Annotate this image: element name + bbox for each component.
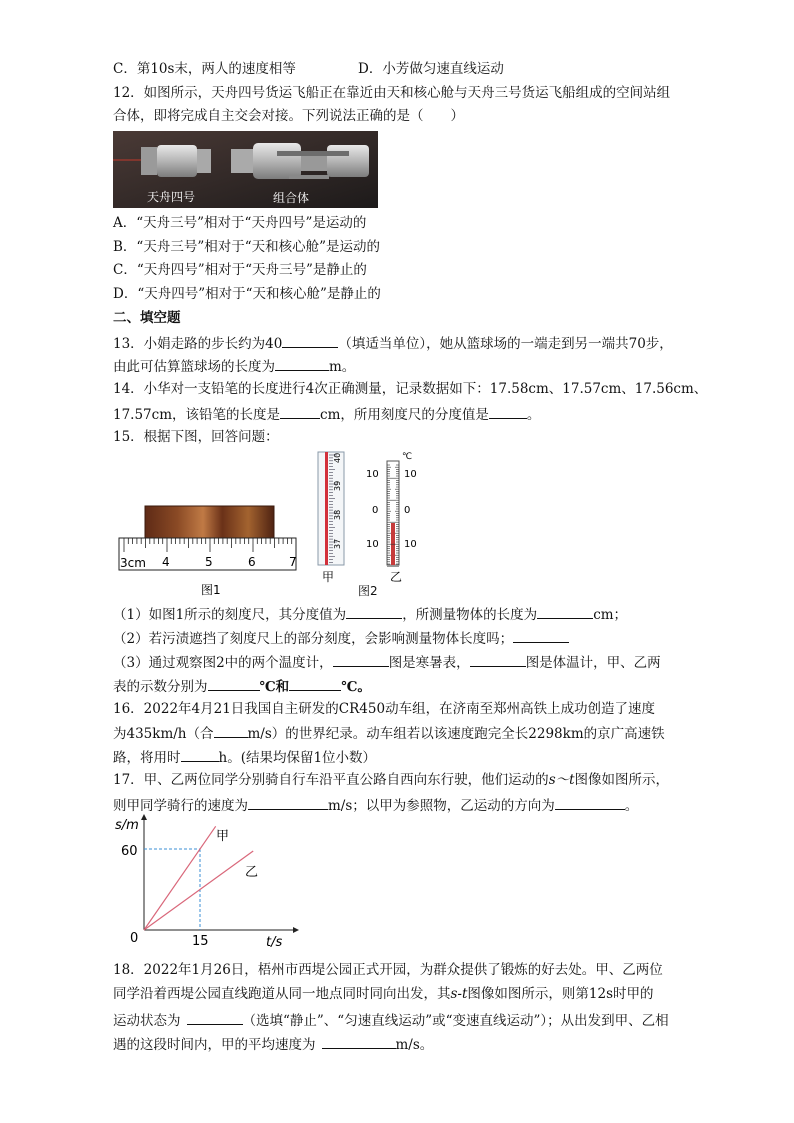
yi-left-10-top: 10 [366,469,379,480]
q15-blank-reading-yi[interactable] [289,676,341,691]
q18-text-g: m/s。 [395,1037,434,1053]
q15-p4-text-a: 表的示数分别为 [113,679,208,695]
space-station-photo [113,131,378,208]
chart-y-axis-label: s/m [115,818,139,833]
q15-p4-text-c: ℃。 [341,679,371,695]
yi-right-10-top: 10 [404,469,417,480]
q16-line1: 16．2022年4月21日我国自主研发的CR450动车组，在济南至郑州高铁上成功创造了速度 [113,701,656,717]
ruler-label-4: 4 [162,555,170,569]
q18-text-a: 同学沿着西堤公园直线跑道从同一地点同时同向出发，其 [113,986,451,1002]
q12-stem-line2: 合体，即将完成自主交会对接。下列说法正确的是（ ） [113,108,464,124]
q11-option-c: C．第10s末，两人的速度相等 [113,61,296,77]
y-axis-arrow [141,814,147,820]
yi-left-10-bottom: 10 [366,539,379,550]
photo-label-combined: 组合体 [273,191,310,205]
q14-blank-length[interactable] [280,404,320,419]
q15-stem: 15．根据下图，回答问题： [113,429,279,445]
q15-blank-division[interactable] [346,604,402,619]
q12-stem-line1: 12．如图所示，天舟四号货运飞船正在靠近由天和核心舱与天舟三号货运飞船组成的空间站组 [113,85,671,101]
jia-label: 甲 [322,570,335,584]
section-heading: 二、填空题 [113,310,181,326]
yi-unit: ℃ [402,452,413,462]
photo-label-tianzhou4: 天舟四号 [147,190,196,204]
q18-text-d: 运动状态为 [113,1013,181,1029]
q16-text-c: 路，将用时 [113,750,181,766]
q15-p3-text-b: 图是寒暑表， [388,655,470,671]
q15-part4 [113,676,371,696]
figure1-caption: 图1 [201,583,221,597]
q15-part2 [113,628,569,648]
q16-line3 [113,747,376,767]
q17-st-chart [113,812,303,950]
chart-y-tick-60: 60 [121,844,138,859]
q15-blank-cold-hot-meter[interactable] [333,652,389,667]
q17-text-a: 17．甲、乙两位同学分别骑自行车沿平直公路自西向东行驶，他们运动的 [113,772,549,788]
q13-blank-length[interactable] [275,356,329,371]
q14-blank-division[interactable] [489,404,527,419]
q17-text-st: s～t [548,772,575,788]
series-line-jia [144,826,216,930]
q15-p3-text-c: 图是体温计，甲、乙两 [525,655,661,671]
figure2-caption: 图2 [358,584,378,598]
q17-text-f: 。 [624,798,639,814]
ruler-label-3cm: 3cm [120,556,146,570]
figure1-ruler [113,502,303,597]
q15-p1-text-c: cm； [593,607,628,623]
thermometer-yi [356,451,426,586]
jia-scale-39: 39 [333,480,342,491]
q18-text-f: 遇的这段时间内，甲的平均速度为 [113,1037,316,1053]
q15-part1 [113,604,627,624]
ruler-label-6: 6 [248,555,256,569]
q17-blank-direction[interactable] [555,795,625,810]
q14-line2 [113,404,540,424]
q18-line3 [113,1010,669,1030]
yi-left-0: 0 [372,505,379,516]
chart-x-tick-15: 15 [192,934,209,949]
yi-right-10-bottom: 10 [404,539,417,550]
q15-blank-reading-jia[interactable] [208,676,260,691]
q13-blank-unit[interactable] [282,333,338,348]
q12-option-c: C．“天舟四号”相对于“天舟三号”是静止的 [113,262,367,278]
q18-line2 [113,985,654,1003]
q18-line1: 18．2022年1月26日，梧州市西堤公园正式开园，为群众提供了锻炼的好去处。甲、乙两位 [113,962,663,978]
q15-p3-text-a: （3）通过观察图2中的两个温度计， [113,655,333,671]
x-axis-arrow [293,927,299,933]
jia-scale-38: 38 [333,509,342,520]
q14-line1: 14．小华对一支铅笔的长度进行4次正确测量，记录数据如下：17.58cm、17.57cm、17.56cm、 [113,381,708,397]
q16-text-d: h。(结果均保留1位小数） [218,750,377,766]
q17-blank-speed[interactable] [248,795,328,810]
series-label-yi: 乙 [245,865,259,880]
q13-text-b1: 由此可估算篮球场的长度为 [113,359,275,375]
q18-text-e: （选填“静止”、“匀速直线运动”或“变速直线运动”）；从出发到甲、乙相 [242,1013,669,1029]
q16-blank-speed[interactable] [214,723,248,738]
q15-p2-text: （2）若污渍遮挡了刻度尺上的部分刻度，会影响测量物体长度吗； [113,631,514,647]
q15-p1-text-b: ，所测量物体的长度为 [402,607,538,623]
jia-scale-37: 37 [333,538,342,549]
series-line-yi [144,851,253,930]
q14-text-a: 17.57cm，该铅笔的长度是 [113,407,281,423]
q17-text-d: 则甲同学骑行的速度为 [113,798,248,814]
q18-text-st: s-t [450,986,468,1002]
jia-scale-40: 40 [333,452,342,463]
q18-text-c: 图像如图所示，则第12s时甲的 [467,986,654,1002]
q15-blank-length[interactable] [537,604,593,619]
q18-blank-avg-speed[interactable] [322,1034,396,1049]
ruler-label-7: 7 [289,555,297,569]
yi-label: 乙 [390,570,403,584]
q13-text-a1: 13．小娟走路的步长约为40 [113,336,283,352]
q15-p1-text-a: （1）如图1所示的刻度尺，其分度值为 [113,607,347,623]
chart-origin-label: 0 [130,931,139,946]
q17-text-e: m/s；以甲为参照物，乙运动的方向为 [328,798,555,814]
thermometer-jia [314,451,354,586]
q12-option-a: A．“天舟三号”相对于“天舟四号”是运动的 [113,215,367,231]
q15-blank-clinical[interactable] [470,652,526,667]
q16-text-b: m/s）的世界纪录。动车组若以该速度跑完全长2298km的京广高速铁 [247,726,665,742]
q13-text-b2: m。 [329,359,356,375]
chart-x-axis-label: t/s [266,935,283,950]
q18-blank-state[interactable] [187,1010,243,1025]
q15-part3 [113,652,661,672]
q11-option-d: D．小芳做匀速直线运动 [358,61,504,77]
yi-right-0: 0 [404,505,411,516]
q15-blank-affect[interactable] [513,628,569,643]
q13-line2 [113,356,355,376]
q14-text-b: cm，所用刻度尺的分度值是 [320,407,489,423]
q16-line2 [113,723,665,743]
q13-line1 [113,333,673,353]
q13-text-a2: （填适当单位），她从篮球场的一端走到另一端共70步， [338,336,673,352]
ruler-label-5: 5 [205,555,213,569]
q16-blank-time[interactable] [181,747,219,762]
q17-line1 [113,771,669,789]
series-label-jia: 甲 [216,829,230,844]
q14-text-c: 。 [526,407,541,423]
q17-text-c: 图像如图所示， [574,772,670,788]
q18-line4 [113,1034,433,1054]
q15-p4-text-b: ℃和 [259,679,290,695]
q12-option-d: D．“天舟四号”相对于“天和核心舱”是静止的 [113,286,381,302]
q16-text-a: 为435km/h（合 [113,726,214,742]
q12-option-b: B．“天舟三号”相对于“天和核心舱”是运动的 [113,239,381,255]
